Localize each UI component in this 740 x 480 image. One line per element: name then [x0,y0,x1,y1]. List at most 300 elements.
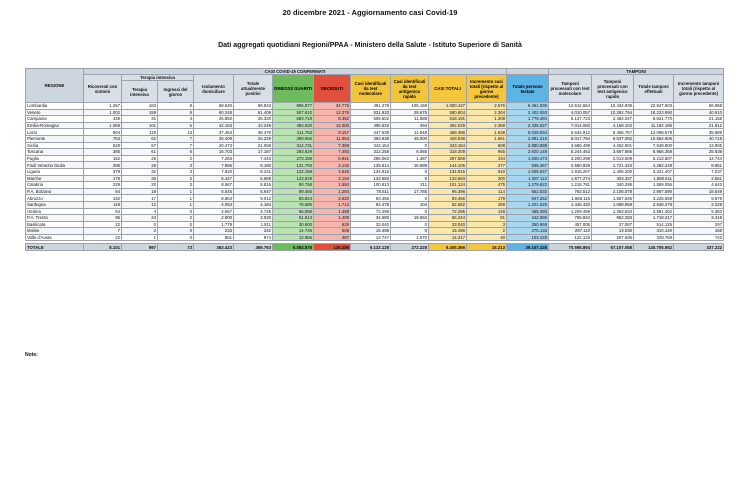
value-cell: 1.561 [467,135,507,142]
value-cell: 7 [84,228,122,235]
value-cell: 4.010.057 [549,109,592,116]
value-cell: 10.434.839 [592,103,634,110]
header-totale-positivi: Totale attualmente positivi [234,75,273,103]
table-row [26,175,724,182]
value-cell: 22.947.503 [634,103,674,110]
table-row [26,188,724,195]
value-cell: 259 [467,201,507,208]
value-cell: 1.405.200 [592,168,634,175]
value-cell: 29 [122,162,158,169]
value-cell: 2.335.627 [507,122,549,129]
value-cell: 1.550 [314,182,351,189]
header-tamp-molecolare: Tamponi processati con test molecolare [549,75,592,103]
value-cell: 7.948.800 [634,142,674,149]
value-cell: 81 [467,215,507,222]
value-cell: 3.225.659 [634,195,674,202]
totale-cell: 140.705.952 [634,244,674,251]
value-cell: 2.013.509 [592,155,634,162]
region-cell: Puglia [26,155,84,162]
value-cell: 273.188 [273,155,314,162]
value-cell: 122.158 [273,168,314,175]
value-cell: 1.600.474 [507,155,549,162]
value-cell: 0 [391,195,429,202]
value-cell: 1.209.469 [549,208,592,215]
value-cell: 16.589 [391,162,429,169]
value-cell: 312.258 [351,149,391,156]
totale-cell: 363.423 [194,244,234,251]
value-cell: 66.069 [273,208,314,215]
value-cell: 293.629 [273,149,314,156]
group-casi-confermati: CASI COVID-19 CONFERMATI [84,69,507,75]
value-cell: 1.880.611 [634,175,674,182]
value-cell: 42.153 [194,122,234,129]
value-cell: 54 [84,208,122,215]
value-cell: 10.292.794 [592,109,634,116]
value-cell: 3.194 [314,175,351,182]
value-cell: 34.680 [351,215,391,222]
value-cell: 303.337 [592,175,634,182]
value-cell: 7.014.083 [549,122,592,129]
value-cell: 3.020 [234,215,273,222]
notes-section [25,352,38,358]
table-row [26,168,724,175]
value-cell: 0 [158,234,194,241]
table-row [26,142,724,149]
value-cell: 6.941 [314,155,351,162]
value-cell: 762.512 [549,188,592,195]
totale-label: TOTALE [26,244,84,251]
value-cell: 152 [84,155,122,162]
totale-cell: 5.084.878 [273,244,314,251]
value-cell: 318.309 [429,149,467,156]
region-cell: Valle d'Aosta [26,234,84,241]
table-row [26,109,724,116]
value-cell: 37.453 [194,129,234,136]
value-cell: 93.456 [351,195,391,202]
value-cell: 723 [674,234,724,241]
header-ti-ingressi: Ingressi del giorno [158,81,194,103]
value-cell: 343.154 [429,142,467,149]
region-cell: Campania [26,116,84,123]
region-cell: Sardegna [26,201,84,208]
value-cell: 8.352 [314,116,351,123]
value-cell: 13.030 [592,228,634,235]
notes-title: Note: [25,352,38,358]
value-cell: 1.005.547 [507,168,549,175]
value-cell: 765.934 [549,215,592,222]
value-cell: 8.231 [234,168,273,175]
value-cell: 10.554.806 [634,135,674,142]
value-cell: 13 [158,129,194,136]
value-cell: 67 [122,142,158,149]
value-cell: 0 [158,208,194,215]
value-cell: 61.409 [234,109,273,116]
value-cell: 133.683 [351,175,391,182]
value-cell: 0 [391,142,429,149]
value-cell: 250.968 [507,221,549,228]
value-cell: 4.667 [194,208,234,215]
value-cell: 4.262.901 [592,142,634,149]
value-cell: 7.856 [194,162,234,169]
value-cell: 168 [674,228,724,235]
value-cell: 1.779 [194,221,234,228]
table-row [26,122,724,129]
value-cell: 7.237 [674,168,724,175]
value-cell: 1.577.274 [549,175,592,182]
totale-cell: 5.405.366 [429,244,467,251]
value-cell: 1.279.822 [507,182,549,189]
value-cell: 12.098.679 [634,129,674,136]
value-cell: 6.537.092 [592,135,634,142]
value-cell: 1.087.110 [507,175,549,182]
value-cell: 1.811 [234,221,273,228]
value-cell: 506.602 [351,116,391,123]
value-cell: 14.744 [674,155,724,162]
value-cell: 6.137.723 [549,116,592,123]
value-cell: 61 [122,149,158,156]
totale-cell: 39.157.438 [507,244,549,251]
value-cell: 82.582 [429,201,467,208]
value-cell: 457.005 [549,221,592,228]
value-cell: 38.476 [234,129,273,136]
value-cell: 2.560.825 [549,162,592,169]
value-cell: 5.455.767 [592,129,634,136]
value-cell: 7.820 [194,168,234,175]
header-tot-tamponi: Totale tamponi effettuati [634,75,674,103]
table-row [26,221,724,228]
value-cell: 9.157 [314,129,351,136]
value-cell: 2.880.888 [507,142,549,149]
value-cell: 514.126 [634,221,674,228]
value-cell: 3 [158,162,194,169]
value-cell: 4.643 [674,182,724,189]
value-cell: 6.669 [234,175,273,182]
value-cell: 393.838 [351,135,391,142]
value-cell: 2 [158,175,194,182]
value-cell: 21.068 [234,142,273,149]
value-cell: 0 [391,175,429,182]
value-cell: 7.358 [314,142,351,149]
value-cell: 0 [391,221,429,228]
header-ti-ricoverati: Terapia intensiva [122,81,158,103]
header-isolamento: Isolamento domiciliare [194,75,234,103]
region-cell: Sicilia [26,142,84,149]
value-cell: 3 [158,182,194,189]
value-cell: 11.182.186 [634,122,674,129]
value-cell: 76.685 [273,201,314,208]
totale-cell: 5.133.128 [351,244,391,251]
value-cell: 1.409 [314,215,351,222]
value-cell: 229 [84,182,122,189]
value-cell: 17 [122,195,158,202]
value-cell: 2.867.590 [634,188,674,195]
value-cell: 14.317 [429,234,467,241]
value-cell: 3.321.407 [634,168,674,175]
value-cell: 78.611 [351,188,391,195]
value-cell: 2.581.402 [634,208,674,215]
value-cell: 3.418 [674,215,724,222]
value-cell: 938.367 [507,162,549,169]
value-cell: 45.000 [391,135,429,142]
value-cell: 492.029 [429,122,467,129]
table-row [26,116,724,123]
table-row [26,103,724,110]
value-cell: 459.386 [429,129,467,136]
value-cell: 1.257 [84,103,122,110]
value-cell: 40 [467,234,507,241]
table-row [26,208,724,215]
value-cell: 947.262 [507,195,549,202]
value-cell: 11.953 [314,135,351,142]
value-cell: 207.636 [592,234,634,241]
value-cell: 0 [158,228,194,235]
value-cell: 119 [84,201,122,208]
value-cell: 17.187 [234,149,273,156]
value-cell: 8.851 [674,162,724,169]
value-cell: 125.514 [351,162,391,169]
totale-cell: 369.763 [234,244,273,251]
value-cell: 390.656 [273,135,314,142]
value-cell: 1.713 [314,201,351,208]
value-cell: 518.191 [429,116,467,123]
value-cell: 2.369 [467,122,507,129]
value-cell: 491.279 [351,103,391,110]
value-cell: 12.747 [351,234,391,241]
header-incr-tamponi: Incremento tamponi totali (rispetto al giorno precedente) [674,75,724,103]
value-cell: 17.785 [391,188,429,195]
value-cell: 0 [391,168,429,175]
value-cell: 295 [84,162,122,169]
region-cell: Basilicata [26,221,84,228]
table-row [26,201,724,208]
value-cell: 4 [122,208,158,215]
value-cell: 0 [122,221,158,228]
region-cell: Piemonte [26,135,84,142]
value-cell: 31 [122,116,158,123]
header-incremento: Incremento casi totali (rispetto al giorno precedente) [467,75,507,103]
value-cell: 2.561 [674,175,724,182]
region-cell: Marche [26,175,84,182]
page-subtitle: Dati aggregati quotidiani Regioni/PPAA - Ministero della Salute - Istituto Superiore di Sanità [218,42,522,49]
value-cell: 34.776 [314,103,351,110]
value-cell: 428.838 [429,135,467,142]
value-cell: 580.804 [429,109,467,116]
value-cell: 56.244 [429,215,467,222]
value-cell: 297 [674,221,724,228]
value-cell: 286.063 [351,155,391,162]
value-cell: 528 [84,142,122,149]
region-cell: Liguria [26,168,84,175]
value-cell: 179 [467,195,507,202]
page-title: 20 dicembre 2021 - Aggiornamento casi Covid-19 [282,8,458,17]
value-cell: 20.473 [194,142,234,149]
value-cell: 2.229 [674,201,724,208]
value-cell: 1.363.633 [592,208,634,215]
value-cell: 1 [158,188,194,195]
value-cell: 26.229 [234,135,273,142]
value-cell: 18 [122,188,158,195]
region-cell: Molise [26,228,84,235]
value-cell: 2.900 [194,215,234,222]
value-cell: 32 [122,168,158,175]
totale-cell: 135.286 [314,244,351,251]
value-cell: 24 [122,215,158,222]
value-cell: 27.087 [592,221,634,228]
value-cell: 2.891.219 [507,135,549,142]
totale-cell: 8.101 [84,244,122,251]
table-row [26,129,724,136]
totale-row [26,244,724,251]
value-cell: 22 [84,234,122,241]
value-cell: 3.667.886 [592,149,634,156]
value-cell: 0 [158,221,194,228]
value-cell: 131.793 [273,162,314,169]
value-cell: 1.002 [84,109,122,116]
value-cell: 89.465 [273,188,314,195]
value-cell: 385 [84,149,122,156]
value-cell: 2 [467,228,507,235]
totale-cell: 16.213 [467,244,507,251]
value-cell: 2 [158,155,194,162]
value-cell: 8.956.358 [634,149,674,156]
value-cell: 134.915 [429,168,467,175]
header-deceduti: DECEDUTI [314,75,351,103]
header-regione: REGIONE [26,69,84,103]
table-row [26,195,724,202]
value-cell: 487 [314,234,351,241]
value-cell: 1 [158,201,194,208]
value-cell: 1.088.858 [592,201,634,208]
value-cell: 18.549 [674,188,724,195]
value-cell: 379 [84,168,122,175]
value-cell: 0 [391,208,429,215]
value-cell: 4.168.103 [592,122,634,129]
value-cell: 25.409 [194,135,234,142]
value-cell: 35.689 [674,129,724,136]
value-cell: 4.725 [234,208,273,215]
value-cell: 447.538 [351,129,391,136]
region-cell: Veneto [26,109,84,116]
value-cell: 1.557.546 [592,195,634,202]
totale-cell: 73 [158,244,194,251]
value-cell: 12 [122,201,158,208]
value-cell: 895.877 [273,103,314,110]
header-casi-antigenico: Casi identificati da test antigenico rapido [391,75,429,103]
table-row [26,228,724,235]
totale-cell: 337.222 [674,244,724,251]
value-cell: 1.559.056 [634,182,674,189]
value-cell: 608 [467,142,507,149]
value-cell: 2.484.047 [592,116,634,123]
group-tamponi: TAMPONI [549,69,724,75]
value-cell: 40.910 [674,109,724,116]
value-cell: 439 [84,116,122,123]
value-cell: 4.282.248 [634,162,674,169]
value-cell: 72.295 [351,208,391,215]
value-cell: 1.445.420 [549,201,592,208]
value-cell: 8.180 [234,162,273,169]
value-cell: 4.053 [194,201,234,208]
region-cell: Calabria [26,182,84,189]
value-cell: 12.376 [314,109,351,116]
region-cell: Lombardia [26,103,84,110]
value-cell: 33.040 [351,221,391,228]
table-row [26,135,724,142]
value-cell: 411.753 [273,129,314,136]
value-cell: 5.363 [674,208,724,215]
value-cell: 329.769 [634,234,674,241]
value-cell: 1.487 [391,155,429,162]
value-cell: 233 [194,228,234,235]
value-cell: 2.402.093 [507,109,549,116]
value-cell: 2.105.078 [592,188,634,195]
value-cell: 311 [391,182,429,189]
value-cell: 3 [467,221,507,228]
value-cell: 25.850 [194,116,234,123]
value-cell: 21.912 [674,122,724,129]
region-cell: Umbria [26,208,84,215]
value-cell: 7.493 [314,149,351,156]
value-cell: 9 [158,109,194,116]
table-row [26,234,724,241]
value-cell: 955 [467,149,507,156]
value-cell: 343.154 [351,142,391,149]
value-cell: 83.824 [273,195,314,202]
value-cell: 96 [84,215,122,222]
value-cell: 1.000.437 [429,103,467,110]
group-terapia-intensiva: Terapia intensiva [122,75,194,81]
value-cell: 105.158 [391,103,429,110]
value-cell: 132 [84,195,122,202]
value-cell: 96.396 [429,188,467,195]
value-cell: 134.915 [351,168,391,175]
header-casi-totali: CASI TOTALI [429,75,467,103]
value-cell: 159 [122,109,158,116]
value-cell: 7 [158,135,194,142]
value-cell: 904 [84,129,122,136]
value-cell: 43.249 [234,122,273,129]
totale-cell: 70.598.894 [549,244,592,251]
value-cell: 6.017.794 [549,135,592,142]
value-cell: 1.721.423 [592,162,634,169]
value-cell: 1.718.217 [634,215,674,222]
value-cell: 4.184 [234,201,273,208]
value-cell: 531.933 [351,109,391,116]
value-cell: 18.223.890 [634,109,674,116]
value-cell: 128 [467,208,507,215]
value-cell: 1.668.115 [549,195,592,202]
value-cell: 610 [467,168,507,175]
value-cell: 314.731 [273,142,314,149]
table-row [26,149,724,156]
value-cell: 51.813 [273,215,314,222]
value-cell: 2 [158,215,194,222]
totale-cell: 997 [122,244,158,251]
covid-data-table [25,68,724,251]
table-row [26,215,724,222]
value-cell: 434 [467,155,507,162]
value-cell: 119 [122,129,158,136]
value-cell: 19.563 [391,215,429,222]
header-tamp-antigenico: Tamponi processati con test antigenico rapido [592,75,634,103]
value-cell: 15.496 [351,228,391,235]
value-cell: 101 [122,122,158,129]
value-cell: 22 [84,221,122,228]
value-cell: 8.863 [194,195,234,202]
value-cell: 28.675 [391,109,429,116]
value-cell: 1.201.629 [507,201,549,208]
value-cell: 16.703 [194,149,234,156]
